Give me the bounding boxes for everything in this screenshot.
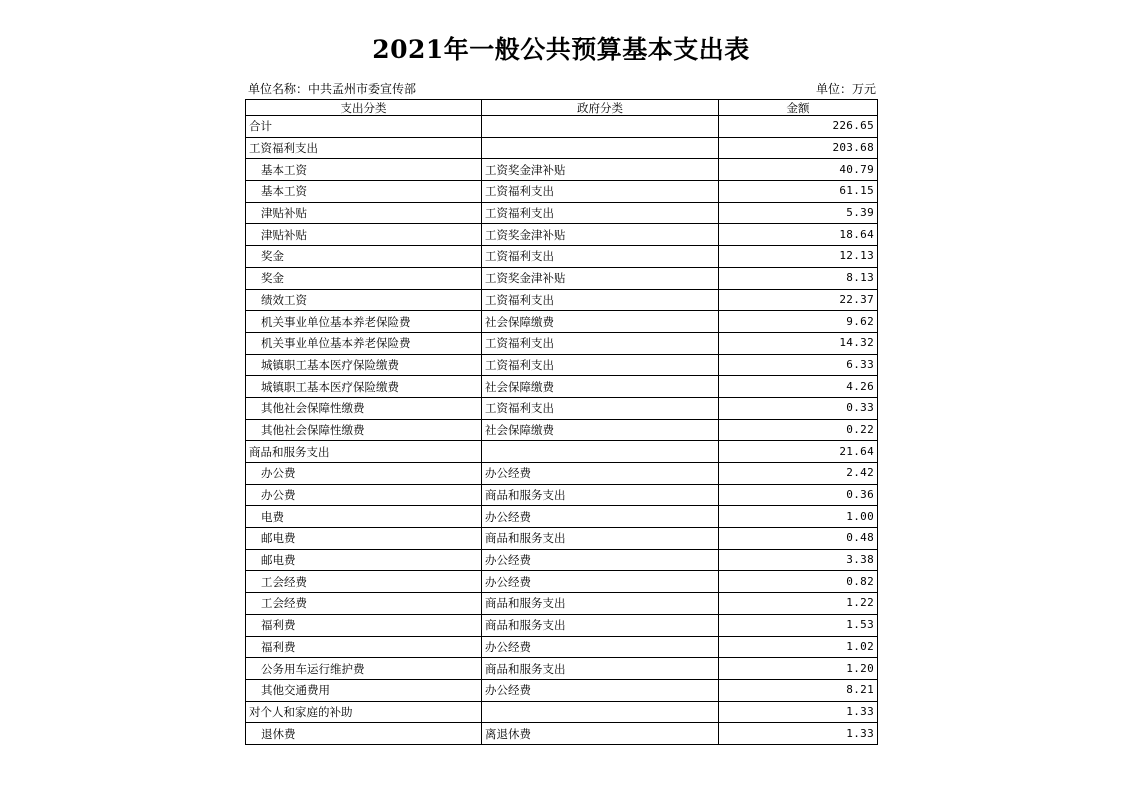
cell-amount: 203.68 <box>719 137 878 159</box>
cell-amount: 40.79 <box>719 159 878 181</box>
cell-government-category: 工资福利支出 <box>482 246 719 268</box>
cell-government-category: 工资福利支出 <box>482 332 719 354</box>
table-row <box>246 116 878 138</box>
cell-amount: 18.64 <box>719 224 878 246</box>
cell-amount: 2.42 <box>719 463 878 485</box>
cell-amount: 22.37 <box>719 289 878 311</box>
table-row <box>246 723 878 745</box>
cell-expense-category: 机关事业单位基本养老保险费 <box>246 332 482 354</box>
cell-expense-category: 电费 <box>246 506 482 528</box>
cell-government-category <box>482 441 719 463</box>
cell-amount: 1.53 <box>719 614 878 636</box>
table-row <box>246 549 878 571</box>
cell-expense-category: 邮电费 <box>246 528 482 550</box>
table-row <box>246 354 878 376</box>
cell-government-category: 办公经费 <box>482 679 719 701</box>
header-amount: 金额 <box>719 100 878 116</box>
cell-expense-category: 邮电费 <box>246 549 482 571</box>
cell-expense-category: 商品和服务支出 <box>246 441 482 463</box>
cell-expense-category: 办公费 <box>246 484 482 506</box>
table-row <box>246 246 878 268</box>
cell-government-category: 办公经费 <box>482 571 719 593</box>
table-row <box>246 441 878 463</box>
cell-expense-category: 公务用车运行维护费 <box>246 658 482 680</box>
cell-government-category: 商品和服务支出 <box>482 593 719 615</box>
cell-government-category: 社会保障缴费 <box>482 419 719 441</box>
cell-expense-category: 奖金 <box>246 246 482 268</box>
cell-amount: 6.33 <box>719 354 878 376</box>
cell-government-category: 办公经费 <box>482 463 719 485</box>
cell-expense-category: 城镇职工基本医疗保险缴费 <box>246 376 482 398</box>
table-row <box>246 614 878 636</box>
unit-measure: 单位：万元 <box>815 82 876 96</box>
cell-amount: 1.20 <box>719 658 878 680</box>
cell-government-category: 商品和服务支出 <box>482 484 719 506</box>
cell-amount: 1.33 <box>719 723 878 745</box>
cell-government-category: 工资福利支出 <box>482 354 719 376</box>
table-row <box>246 679 878 701</box>
table-row <box>246 506 878 528</box>
table-body <box>246 116 878 745</box>
table-row <box>246 311 878 333</box>
cell-government-category: 工资福利支出 <box>482 289 719 311</box>
cell-amount: 21.64 <box>719 441 878 463</box>
cell-amount: 1.33 <box>719 701 878 723</box>
cell-amount: 4.26 <box>719 376 878 398</box>
cell-amount: 61.15 <box>719 181 878 203</box>
cell-government-category: 工资福利支出 <box>482 181 719 203</box>
table-row <box>246 701 878 723</box>
unit-name: 单位名称：中共孟州市委宣传部 <box>248 82 417 96</box>
table-row <box>246 202 878 224</box>
table-row <box>246 463 878 485</box>
cell-government-category: 办公经费 <box>482 506 719 528</box>
header-row <box>246 100 878 116</box>
table-row <box>246 159 878 181</box>
table-row <box>246 397 878 419</box>
cell-expense-category: 福利费 <box>246 636 482 658</box>
cell-government-category: 社会保障缴费 <box>482 376 719 398</box>
cell-expense-category: 机关事业单位基本养老保险费 <box>246 311 482 333</box>
cell-government-category: 工资福利支出 <box>482 397 719 419</box>
cell-amount: 0.22 <box>719 419 878 441</box>
cell-amount: 1.22 <box>719 593 878 615</box>
cell-amount: 8.21 <box>719 679 878 701</box>
cell-amount: 0.33 <box>719 397 878 419</box>
cell-government-category: 商品和服务支出 <box>482 658 719 680</box>
cell-amount: 8.13 <box>719 267 878 289</box>
header-expense-category: 支出分类 <box>246 100 482 116</box>
cell-government-category <box>482 137 719 159</box>
cell-government-category: 工资奖金津补贴 <box>482 159 719 181</box>
header-government-category: 政府分类 <box>482 100 719 116</box>
cell-expense-category: 城镇职工基本医疗保险缴费 <box>246 354 482 376</box>
cell-expense-category: 津贴补贴 <box>246 202 482 224</box>
cell-expense-category: 合计 <box>246 116 482 138</box>
table-row <box>246 137 878 159</box>
cell-expense-category: 对个人和家庭的补助 <box>246 701 482 723</box>
table-row <box>246 289 878 311</box>
cell-government-category: 商品和服务支出 <box>482 614 719 636</box>
table-row <box>246 593 878 615</box>
table-row <box>246 267 878 289</box>
cell-amount: 1.02 <box>719 636 878 658</box>
cell-amount: 0.82 <box>719 571 878 593</box>
cell-expense-category: 福利费 <box>246 614 482 636</box>
cell-government-category <box>482 701 719 723</box>
cell-amount: 0.36 <box>719 484 878 506</box>
table-row <box>246 224 878 246</box>
cell-government-category: 商品和服务支出 <box>482 528 719 550</box>
cell-government-category: 社会保障缴费 <box>482 311 719 333</box>
cell-amount: 226.65 <box>719 116 878 138</box>
table-row <box>246 571 878 593</box>
cell-expense-category: 退休费 <box>246 723 482 745</box>
cell-amount: 14.32 <box>719 332 878 354</box>
cell-government-category: 工资福利支出 <box>482 202 719 224</box>
cell-expense-category: 基本工资 <box>246 159 482 181</box>
cell-expense-category: 津贴补贴 <box>246 224 482 246</box>
table-row <box>246 636 878 658</box>
cell-government-category <box>482 116 719 138</box>
cell-expense-category: 工会经费 <box>246 593 482 615</box>
cell-government-category: 离退休费 <box>482 723 719 745</box>
cell-expense-category: 其他社会保障性缴费 <box>246 419 482 441</box>
cell-expense-category: 工资福利支出 <box>246 137 482 159</box>
table-row <box>246 419 878 441</box>
cell-amount: 0.48 <box>719 528 878 550</box>
cell-expense-category: 其他社会保障性缴费 <box>246 397 482 419</box>
cell-government-category: 办公经费 <box>482 636 719 658</box>
table-row <box>246 181 878 203</box>
page-title: 2021年一般公共预算基本支出表 <box>372 35 750 64</box>
cell-expense-category: 其他交通费用 <box>246 679 482 701</box>
cell-amount: 3.38 <box>719 549 878 571</box>
cell-amount: 9.62 <box>719 311 878 333</box>
table-row <box>246 376 878 398</box>
cell-expense-category: 绩效工资 <box>246 289 482 311</box>
cell-expense-category: 基本工资 <box>246 181 482 203</box>
cell-amount: 5.39 <box>719 202 878 224</box>
cell-expense-category: 工会经费 <box>246 571 482 593</box>
table-header <box>246 100 878 116</box>
cell-amount: 1.00 <box>719 506 878 528</box>
cell-expense-category: 奖金 <box>246 267 482 289</box>
budget-table <box>245 99 878 745</box>
table-row <box>246 332 878 354</box>
cell-government-category: 工资奖金津补贴 <box>482 224 719 246</box>
table-row <box>246 484 878 506</box>
cell-government-category: 办公经费 <box>482 549 719 571</box>
cell-government-category: 工资奖金津补贴 <box>482 267 719 289</box>
table-row <box>246 658 878 680</box>
table-row <box>246 528 878 550</box>
cell-expense-category: 办公费 <box>246 463 482 485</box>
cell-amount: 12.13 <box>719 246 878 268</box>
